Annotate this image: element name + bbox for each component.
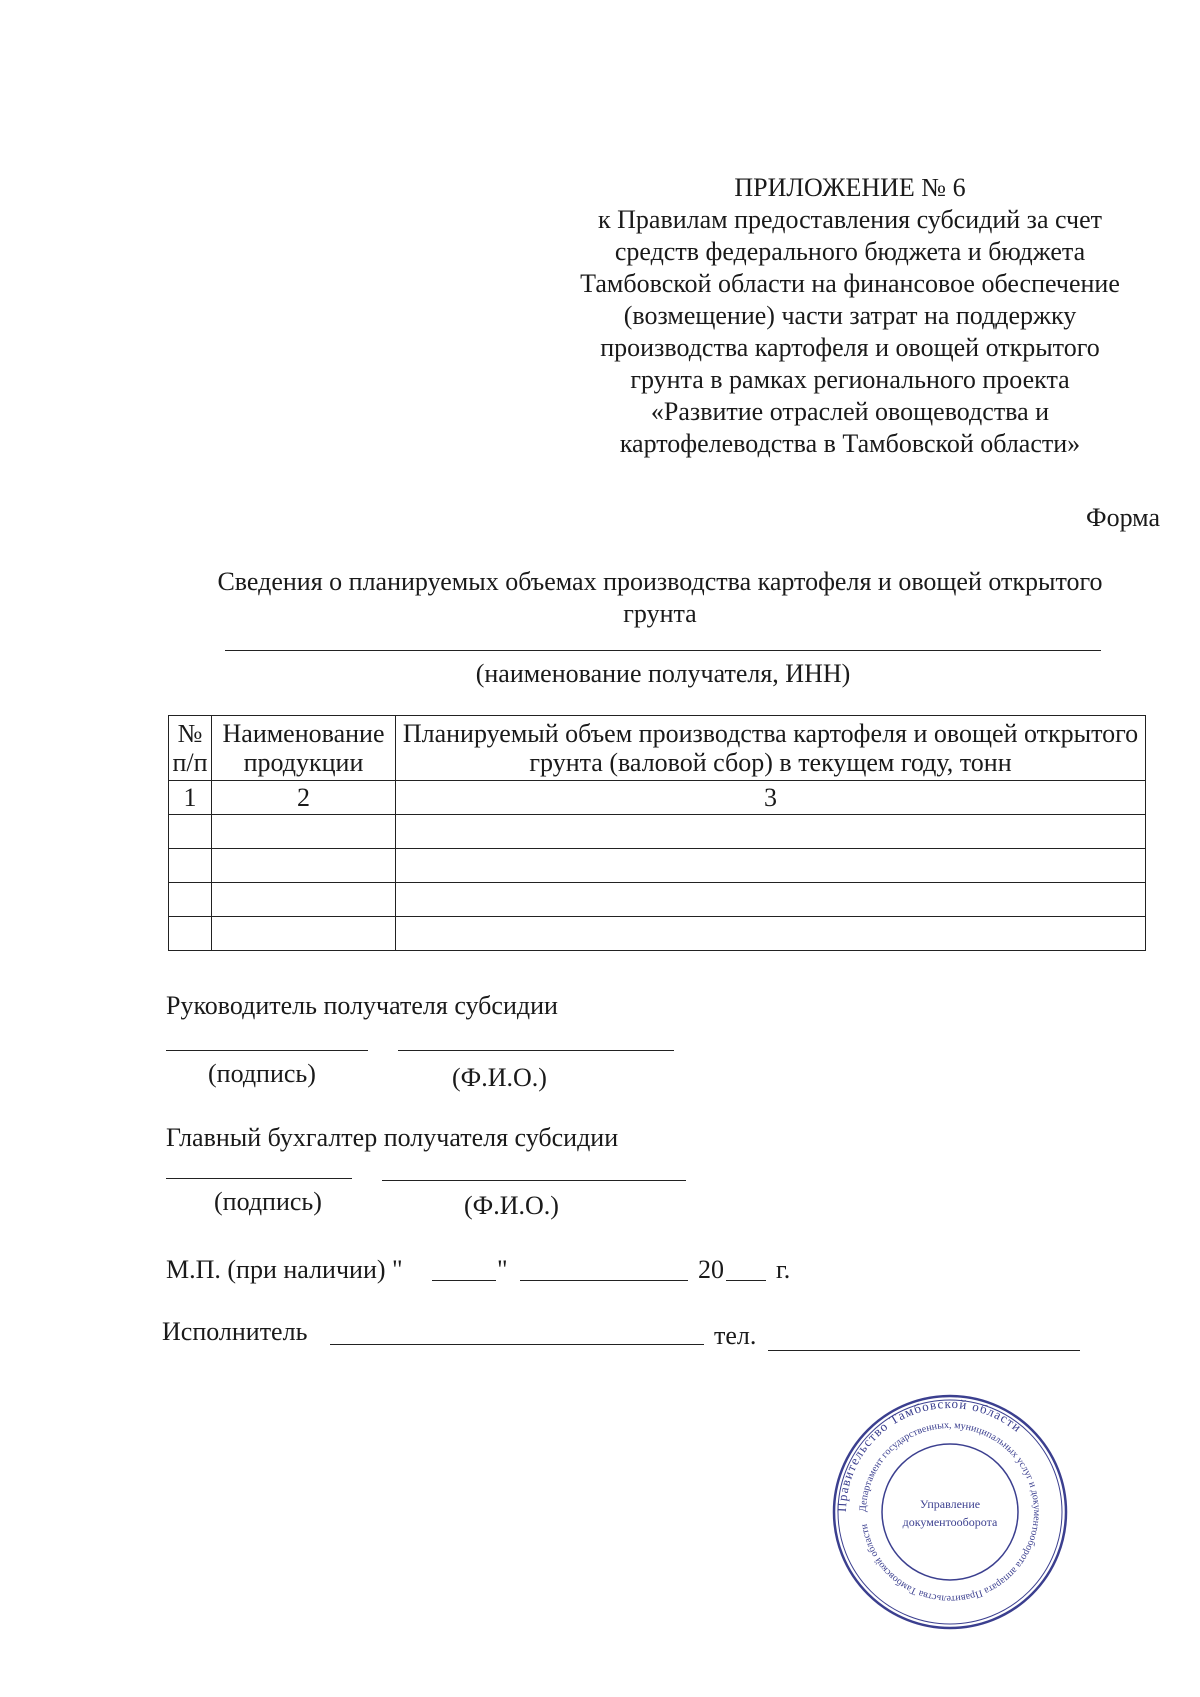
head-label: Руководитель получателя субсидии <box>166 991 558 1020</box>
head-name-caption: (Ф.И.О.) <box>452 1063 547 1092</box>
accountant-name-line[interactable] <box>382 1180 686 1181</box>
recipient-caption: (наименование получателя, ИНН) <box>475 659 851 688</box>
official-stamp-icon <box>830 1392 1070 1632</box>
appendix-line: грунта в рамках регионального проекта <box>630 365 1070 394</box>
head-name-line[interactable] <box>398 1050 674 1051</box>
executor-label: Исполнитель <box>162 1317 308 1346</box>
phone-label: тел. <box>714 1321 757 1350</box>
seal-quote-close: " <box>497 1255 508 1284</box>
chief-accountant-label: Главный бухгалтер получателя субсидии <box>166 1123 619 1152</box>
executor-line[interactable] <box>330 1344 704 1345</box>
appendix-line: картофелеводства в Тамбовской области» <box>619 429 1081 458</box>
stamp-inner-line1: Управление <box>919 1497 981 1511</box>
accountant-signature-line[interactable] <box>166 1178 352 1179</box>
seal-year-prefix: 20 <box>698 1255 724 1284</box>
column-number: 1 <box>169 781 212 815</box>
header-number: № п/п <box>169 716 212 781</box>
head-signature-line[interactable] <box>166 1050 368 1051</box>
appendix-line: ПРИЛОЖЕНИЕ № 6 <box>734 173 966 202</box>
phone-line[interactable] <box>768 1350 1080 1351</box>
appendix-line: Тамбовской области на финансовое обеспечение <box>580 269 1120 298</box>
date-month-line[interactable] <box>520 1280 688 1281</box>
title-line: грунта <box>623 599 697 628</box>
stamp-middle-text: Департамент государственных, муниципальных услуг и документооборота аппарата Правительства Тамбовской области <box>857 1419 1043 1605</box>
appendix-line: «Развитие отраслей овощеводства и <box>650 397 1050 426</box>
svg-text:Департамент государственных, м <box>858 1420 1042 1604</box>
header-planned-volume: Планируемый объем производства картофеля и овощей открытого грунта (валовой сбор) в текущем году, тонн <box>396 716 1146 781</box>
appendix-line: средств федерального бюджета и бюджета <box>614 237 1086 266</box>
appendix-line: производства картофеля и овощей открытого <box>600 333 1100 362</box>
stamp-inner-line2: документооборота <box>902 1515 998 1529</box>
appendix-line: (возмещение) части затрат на поддержку <box>623 301 1077 330</box>
appendix-line: к Правилам предоставления субсидий за счет <box>598 205 1102 234</box>
seal-year-suffix: г. <box>776 1255 791 1284</box>
column-number: 3 <box>396 781 1146 815</box>
stamp-outer-text: Правительство Тамбовской области <box>833 1395 1026 1513</box>
date-year-line[interactable] <box>726 1280 766 1281</box>
header-product-name: Наименование продукции <box>212 716 396 781</box>
title-line: Сведения о планируемых объемах производства картофеля и овощей открытого <box>217 567 1103 596</box>
form-label: Форма <box>1086 503 1160 532</box>
head-signature-caption: (подпись) <box>208 1059 316 1088</box>
accountant-name-caption: (Ф.И.О.) <box>464 1191 559 1220</box>
date-day-line[interactable] <box>432 1280 496 1281</box>
column-number: 2 <box>212 781 396 815</box>
seal-prefix: М.П. (при наличии) " <box>166 1255 403 1284</box>
accountant-signature-caption: (подпись) <box>214 1187 322 1216</box>
